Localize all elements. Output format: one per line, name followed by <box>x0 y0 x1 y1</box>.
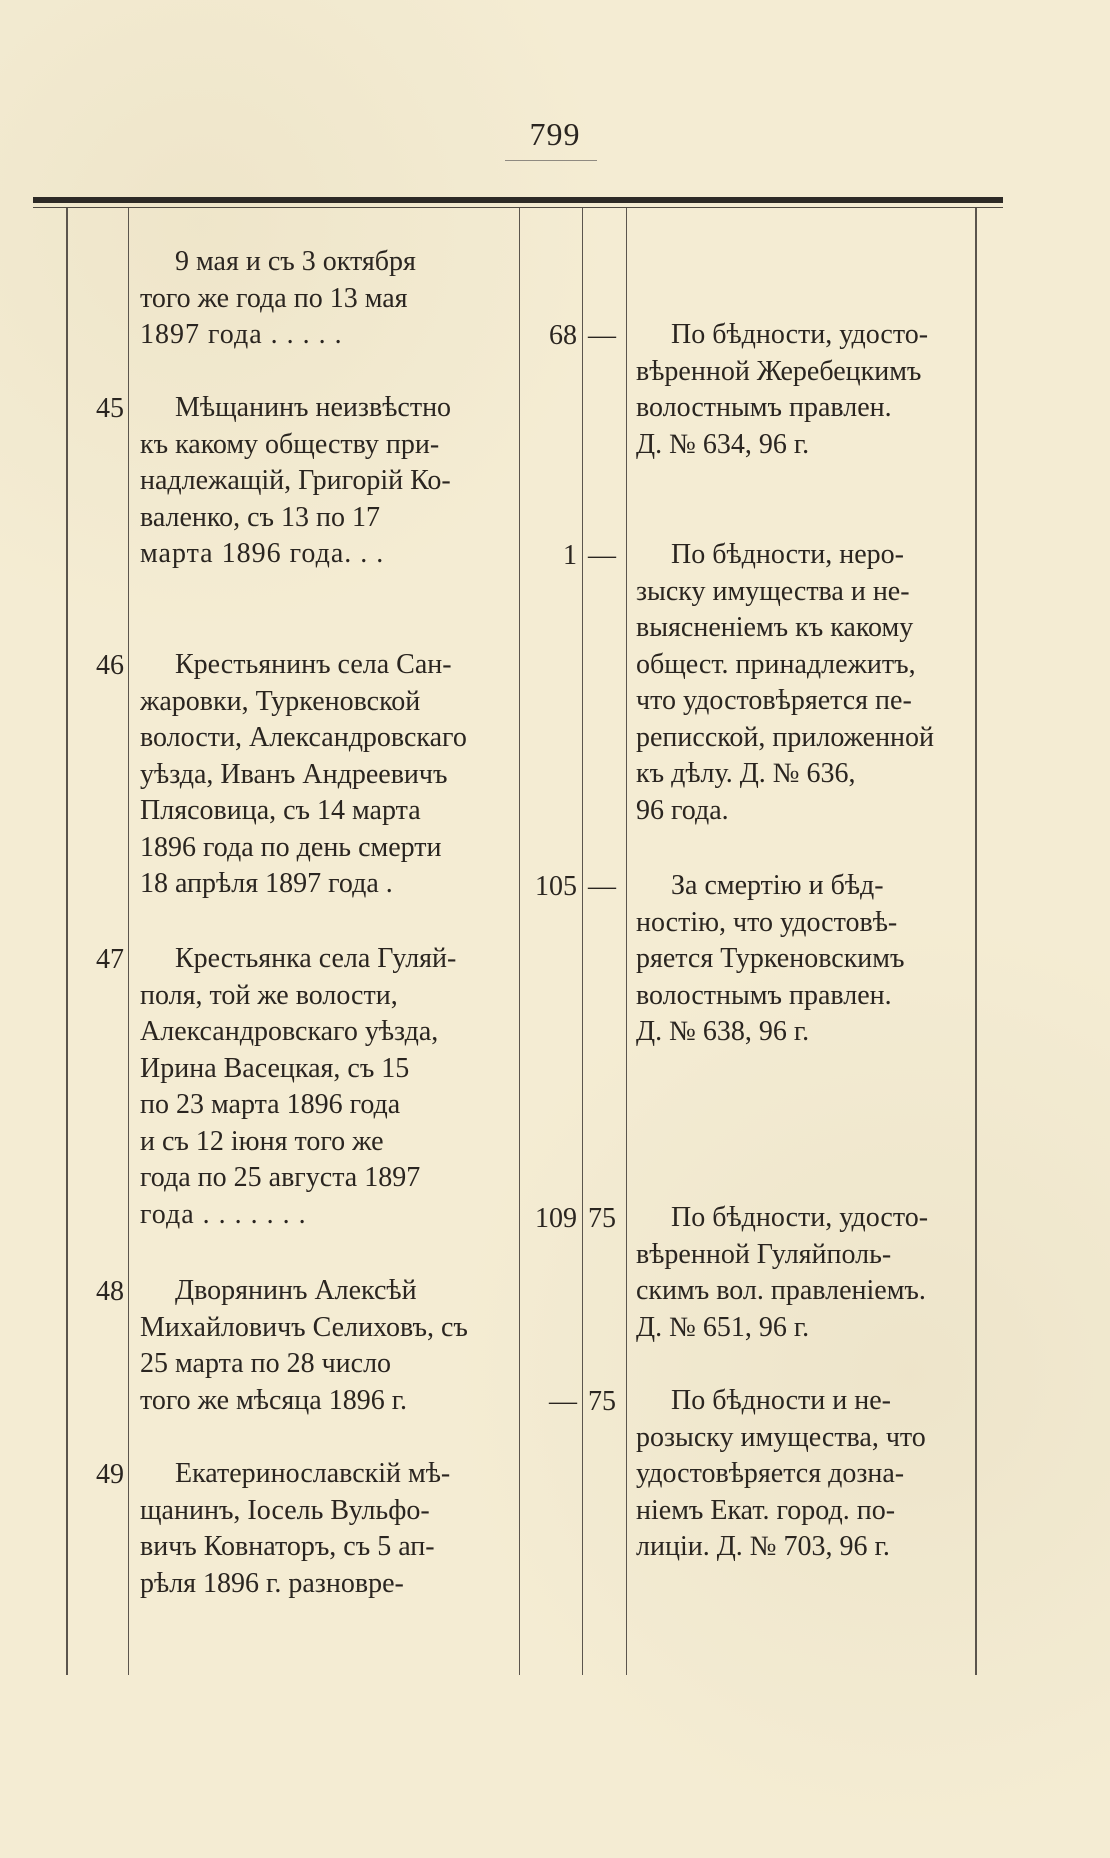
entry-0-reason <box>636 317 972 463</box>
entry-48-reason-line-5: лиціи. Д. № 703, 96 г. <box>636 1531 890 1562</box>
entry-47-reason <box>636 1200 972 1346</box>
entry-47-number: 47 <box>96 944 124 975</box>
entry-0-description-line-2: того же года по 13 мая <box>140 282 408 314</box>
entry-47-reason-line-4: Д. № 651, 96 г. <box>636 1311 810 1343</box>
entry-0-reason-line-4: Д. № 634, 96 г. <box>636 428 810 460</box>
entry-47-description-line-7: года по 25 августа 1897 <box>140 1162 421 1193</box>
entry-47-description <box>140 941 512 1233</box>
entry-0-reason-line-3: волостнымъ правлен. <box>636 392 892 423</box>
entry-47-description-line-1: Крестьянка села Гуляй- <box>175 943 457 974</box>
entry-47-description-line-2: поля, той же волости, <box>140 979 398 1011</box>
entry-48-reason-line-1: По бѣдности и не- <box>671 1385 891 1416</box>
entry-49-number: 49 <box>96 1459 124 1490</box>
entry-46-kopecks: — <box>588 871 616 902</box>
amount-column-border-middle <box>582 208 583 1675</box>
entry-49-description <box>140 1456 512 1602</box>
entry-0-description <box>140 244 512 354</box>
entry-46-description-line-4: уѣзда, Иванъ Андреевичъ <box>140 758 448 790</box>
entry-46-description <box>140 647 512 903</box>
entry-47-kopecks: 75 <box>588 1203 616 1234</box>
entry-46-description-line-3: волости, Александровскаго <box>140 722 467 753</box>
entry-46-description-line-2: жаровки, Туркеновской <box>140 685 421 717</box>
entry-45-number: 45 <box>96 393 124 424</box>
entry-46-description-line-5: Плясовица, съ 14 марта <box>140 795 421 826</box>
entry-0-reason-line-1: По бѣдности, удосто- <box>671 319 929 350</box>
entry-48-description-line-2: Михайловичъ Селиховъ, съ <box>140 1311 468 1343</box>
entry-46-rubles: 105 <box>535 871 577 902</box>
entry-45-reason-line-6: реписской, приложенной <box>636 721 935 753</box>
entry-0-reason-line-2: вѣренной Жеребецкимъ <box>636 355 922 387</box>
page-number: 799 <box>529 116 581 152</box>
entry-47-description-line-6: и съ 12 іюня того же <box>140 1125 384 1157</box>
entry-47-description-line-3: Александровскаго уѣзда, <box>140 1016 439 1047</box>
entry-48-description-line-4: того же мѣсяца 1896 г. <box>140 1384 408 1416</box>
entry-46-description-line-7: 18 апрѣля 1897 года . <box>140 868 393 899</box>
entry-48-kopecks: 75 <box>588 1386 616 1417</box>
entry-48-reason-line-4: ніемъ Екат. город. по- <box>636 1494 896 1526</box>
entry-47-description-line-4: Ирина Васецкая, съ 15 <box>140 1052 410 1084</box>
entry-46-description-line-6: 1896 года по день смерти <box>140 831 442 863</box>
entry-0-kopecks: — <box>588 320 616 351</box>
entry-45-description-line-4: валенко, съ 13 по 17 <box>140 501 380 533</box>
entry-45-reason-line-4: общест. принадлежитъ, <box>636 648 916 680</box>
amount-column-border-left <box>519 208 520 1675</box>
table-left-border <box>66 208 68 1675</box>
entry-45-reason <box>636 537 972 829</box>
entry-45-reason-line-3: выясненіемъ къ какому <box>636 612 914 643</box>
entry-47-reason-line-2: вѣренной Гуляйполь- <box>636 1238 892 1270</box>
table-right-border <box>975 208 977 1675</box>
entry-45-rubles: 1 <box>563 540 577 571</box>
entry-47-reason-line-1: По бѣдности, удосто- <box>671 1202 929 1233</box>
entry-47-description-line-5: по 23 марта 1896 года <box>140 1089 401 1120</box>
entry-46-reason-line-5: Д. № 638, 96 г. <box>636 1016 810 1047</box>
entry-45-reason-line-7: къ дѣлу. Д. № 636, <box>636 758 856 789</box>
entry-46-reason-line-2: ностію, что удостовѣ- <box>636 906 898 938</box>
top-rule-thick <box>33 197 1003 203</box>
entry-45-description-line-2: къ какому обществу при- <box>140 428 440 460</box>
entry-45-reason-line-2: зыску имущества и не- <box>636 575 910 607</box>
entry-46-reason-line-3: ряется Туркеновскимъ <box>636 943 905 974</box>
entry-45-reason-line-1: По бѣдности, неро- <box>671 539 904 570</box>
entry-48-reason-line-3: удостовѣряется дозна- <box>636 1458 905 1489</box>
entry-47-rubles: 109 <box>535 1203 577 1234</box>
entry-45-kopecks: — <box>588 540 616 571</box>
entry-48-description <box>140 1273 512 1419</box>
entry-46-description-line-1: Крестьянинъ села Сан- <box>175 649 452 680</box>
entry-49-description-line-2: щанинъ, Іосель Вульфо- <box>140 1494 430 1526</box>
entry-46-reason-line-4: волостнымъ правлен. <box>636 979 892 1011</box>
entry-48-number: 48 <box>96 1276 124 1307</box>
entry-48-reason-line-2: розыску имущества, что <box>636 1421 926 1453</box>
entry-48-description-line-3: 25 марта по 28 число <box>140 1348 392 1379</box>
entry-46-reason-line-1: За смертію и бѣд- <box>671 870 884 901</box>
entry-45-description-line-5: марта 1896 года. . . <box>140 538 385 569</box>
entry-48-rubles: — <box>549 1386 577 1417</box>
entry-0-description-line-1: 9 мая и съ 3 октября <box>175 246 416 277</box>
entry-45-description-line-3: надлежащій, Григорій Ко- <box>140 465 451 496</box>
entry-49-description-line-3: вичъ Ковнаторъ, съ 5 ап- <box>140 1531 435 1562</box>
entry-0-rubles: 68 <box>549 320 577 351</box>
entry-46-reason <box>636 868 972 1051</box>
entry-48-description-line-1: Дворянинъ Алексѣй <box>175 1275 417 1306</box>
entry-46-number: 46 <box>96 650 124 681</box>
entry-49-description-line-4: рѣля 1896 г. разновре- <box>140 1567 404 1599</box>
description-column-border <box>128 208 129 1675</box>
top-rule-thin <box>33 207 1003 208</box>
entry-47-description-line-8: года . . . . . . . <box>140 1198 307 1230</box>
entry-48-reason <box>636 1383 972 1566</box>
entry-45-description <box>140 390 512 573</box>
entry-45-description-line-1: Мѣщанинъ неизвѣстно <box>175 392 452 423</box>
entry-49-description-line-1: Екатеринославскій мѣ- <box>175 1458 451 1489</box>
entry-45-reason-line-8: 96 года. <box>636 794 729 826</box>
reason-column-border-left <box>626 208 627 1675</box>
entry-47-reason-line-3: скимъ вол. правленіемъ. <box>636 1275 926 1306</box>
page-number-rule <box>505 160 597 161</box>
entry-45-reason-line-5: что удостовѣряется пе- <box>636 685 912 716</box>
entry-0-description-line-3: 1897 года . . . . . <box>140 319 343 350</box>
